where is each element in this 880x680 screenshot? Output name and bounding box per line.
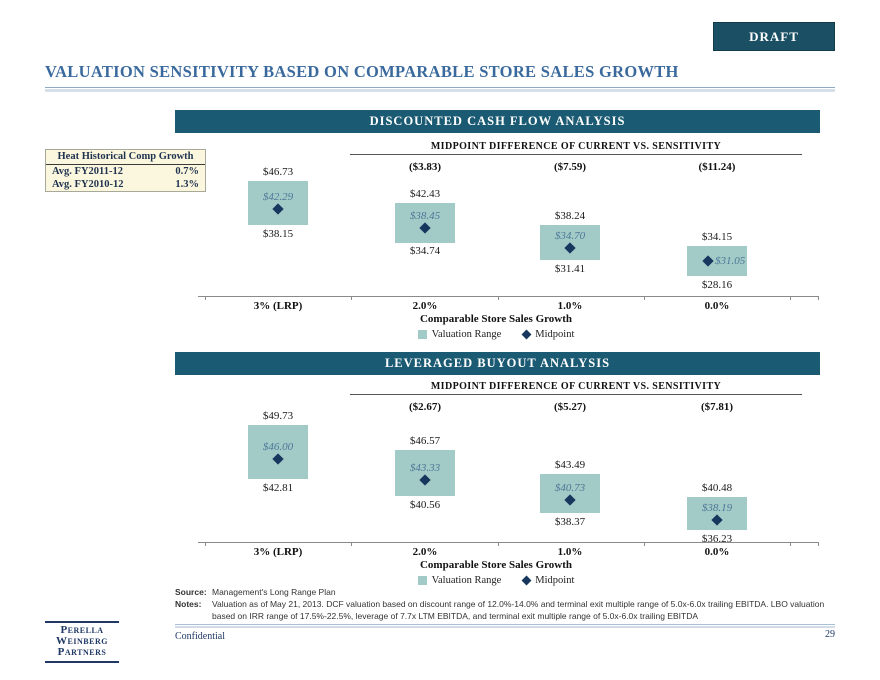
heat-row-value: 0.7% (175, 166, 199, 177)
logo-line: Partners (57, 646, 107, 658)
heat-row-value: 1.3% (175, 179, 199, 190)
category-label: 3% (LRP) (253, 300, 303, 312)
category-label: 2.0% (412, 300, 438, 312)
category-label: 1.0% (557, 300, 583, 312)
heat-table-title: Heat Historical Comp Growth (46, 150, 205, 165)
axis-tick (790, 542, 791, 546)
source-row (175, 586, 865, 598)
high-value-label: $42.43 (409, 188, 441, 200)
midpoint-value-label: $31.05 (715, 255, 746, 268)
valuation-range-swatch-icon (418, 330, 427, 339)
legend-item (523, 575, 574, 586)
midpoint-value-label: $34.70 (554, 229, 586, 242)
legend-item (418, 329, 502, 340)
midpoint-value-label: $38.45 (409, 210, 441, 223)
confidential-label: Confidential (175, 631, 225, 642)
logo-line: Perella (60, 624, 104, 636)
high-value-label: $43.49 (554, 458, 586, 471)
midpoint-diff-value: ($7.81) (700, 401, 734, 413)
axis-line (198, 542, 819, 543)
high-value-label: $38.24 (554, 209, 586, 222)
category-label: 1.0% (557, 546, 583, 558)
category-label: 0.0% (704, 300, 730, 312)
low-value-label: $31.41 (554, 262, 586, 275)
footnotes (175, 586, 865, 622)
notes-row (175, 598, 865, 622)
lbo-section-header: LEVERAGED BUYOUT ANALYSIS (175, 352, 820, 375)
source-label: Source: (175, 587, 207, 597)
midpoint-diff-value: ($7.59) (553, 161, 587, 173)
x-axis-title: Comparable Store Sales Growth (419, 313, 573, 325)
source-text: Management's Long Range Plan (212, 587, 336, 597)
heat-row-label: Avg. FY2011-12 (52, 166, 123, 177)
midpoint-difference-header: MIDPOINT DIFFERENCE OF CURRENT VS. SENSITIVITY (350, 381, 802, 395)
midpoint-value-label: $38.19 (701, 501, 733, 514)
page-title: VALUATION SENSITIVITY BASED ON COMPARABLE STORE SALES GROWTH (45, 62, 679, 81)
axis-tick (790, 296, 791, 300)
footer-divider (175, 624, 835, 629)
low-value-label: $36.23 (701, 533, 733, 546)
midpoint-diff-value: ($2.67) (408, 401, 442, 413)
title-divider (45, 87, 835, 93)
high-value-label: $46.57 (409, 434, 441, 447)
low-value-label: $38.15 (262, 227, 294, 240)
low-value-label: $42.81 (262, 481, 294, 494)
legend-label: Midpoint (535, 329, 575, 340)
x-axis-title: Comparable Store Sales Growth (419, 559, 573, 571)
legend-item (418, 575, 502, 586)
high-value-label: $49.73 (262, 409, 294, 422)
midpoint-diff-value: ($5.27) (553, 401, 587, 413)
category-label: 2.0% (412, 546, 438, 558)
low-value-label: $38.37 (554, 516, 586, 529)
midpoint-diamond-icon (522, 576, 532, 586)
axis-tick (818, 296, 819, 300)
axis-tick (818, 542, 819, 546)
perella-weinberg-partners-logo (45, 621, 119, 663)
low-value-label: $34.74 (409, 245, 441, 258)
dcf-chart (172, 140, 820, 340)
midpoint-difference-header: MIDPOINT DIFFERENCE OF CURRENT VS. SENSITIVITY (350, 141, 802, 155)
notes-text (212, 598, 824, 622)
axis-tick (205, 542, 206, 546)
legend-label: Valuation Range (431, 329, 502, 340)
axis-tick (644, 542, 645, 546)
midpoint-diff-value: ($3.83) (408, 161, 442, 173)
axis-tick (205, 296, 206, 300)
page-number: 29 (825, 629, 835, 640)
axis-tick (498, 542, 499, 546)
notes-line: based on IRR range of 17.5%-22.5%, leverage of 7.7x LTM EBITDA, and terminal exit multiple range of 5.0x-6.0x trailing EBITDA (212, 611, 698, 621)
low-value-label: $28.16 (701, 279, 733, 292)
midpoint-value-label: $42.29 (262, 190, 294, 203)
notes-line: Valuation as of May 21, 2013. DCF valuation based on discount range of 12.0%-14.0% and terminal exit multiple range of 5.0x-6.0x trailing EBITDA. LBO valuation (212, 599, 825, 609)
legend-item (523, 329, 574, 340)
dcf-section-header: DISCOUNTED CASH FLOW ANALYSIS (175, 110, 820, 133)
heat-row-label: Avg. FY2010-12 (52, 179, 124, 190)
logo-line: Weinberg (56, 635, 108, 647)
high-value-label: $40.48 (701, 482, 733, 494)
axis-tick (351, 296, 352, 300)
valuation-range-swatch-icon (418, 576, 427, 585)
lbo-chart (172, 380, 820, 586)
low-value-label: $40.56 (409, 499, 441, 512)
chart-legend (172, 575, 820, 586)
midpoint-value-label: $40.73 (554, 482, 586, 494)
midpoint-value-label: $46.00 (262, 441, 294, 453)
axis-tick (644, 296, 645, 300)
axis-line (198, 296, 819, 297)
category-label: 0.0% (704, 546, 730, 558)
high-value-label: $46.73 (262, 165, 294, 178)
midpoint-diamond-icon (522, 330, 532, 340)
high-value-label: $34.15 (701, 230, 733, 243)
legend-label: Valuation Range (431, 575, 502, 586)
axis-tick (498, 296, 499, 300)
draft-badge: DRAFT (713, 22, 835, 51)
notes-label: Notes: (175, 599, 202, 609)
chart-legend (172, 329, 820, 340)
legend-label: Midpoint (535, 575, 575, 586)
midpoint-diff-value: ($11.24) (698, 161, 736, 173)
category-label: 3% (LRP) (253, 546, 303, 558)
midpoint-value-label: $43.33 (409, 461, 441, 474)
axis-tick (351, 542, 352, 546)
